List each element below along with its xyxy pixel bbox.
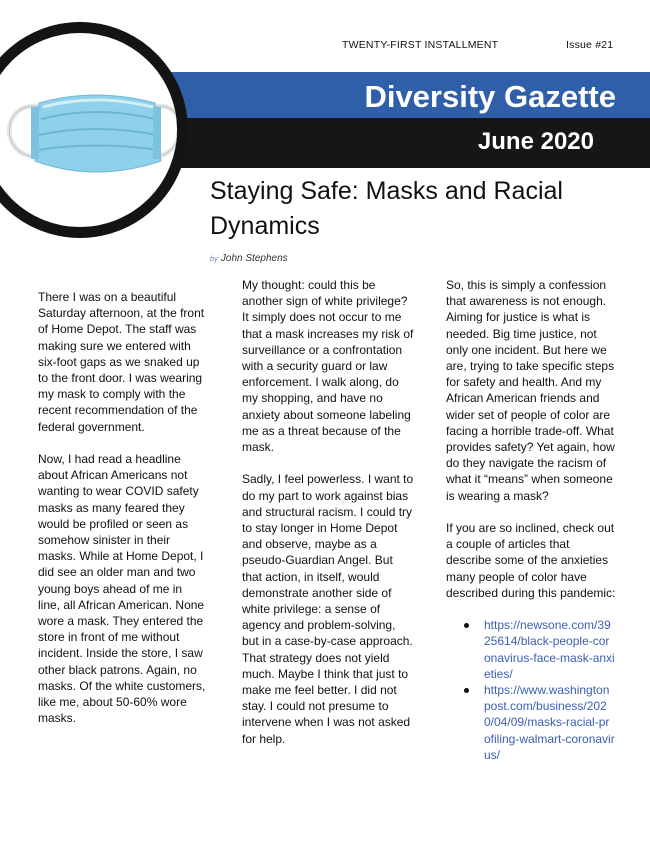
face-mask-icon (0, 33, 177, 227)
mask-image-circle (0, 22, 188, 238)
link-list (446, 617, 616, 763)
author-name: John Stephens (220, 253, 288, 264)
byline-prefix: by (210, 254, 218, 263)
article-link[interactable]: https://newsone.com/3925614/black-people-coronavirus-face-mask-anxieties/ (484, 618, 615, 681)
paragraph: So, this is simply a confession that awareness is not enough. Aiming for justice is what is needed. Big time justice, not only one incident. But here we are, trying to take specific steps for safety and health. And my African American friends and wider set of people of color are facing a horrible trade-off. What provides safety? Yet again, how do they navigate the racism of what it “means” when someone is wearing a mask? (446, 278, 615, 503)
column-2 (242, 277, 414, 763)
issue-number: Issue #21 (566, 39, 614, 51)
column-3 (446, 277, 616, 763)
paragraph: Sadly, I feel powerless. I want to do my part to work against bias and structural racism. I could try to stay longer in Home Depot and observe, maybe as a pseudo-Guardian Angel. But that action, in itself, would demonstrate another side of white privilege: a sense of agency and problem-solving, but in a case-by-case approach. That strategy does not yield much. Maybe I think that just to make me feel better. I did not stay. I could not presume to intervene when I was not asked for help. (242, 472, 414, 746)
paragraph: My thought: could this be another sign of white privilege? It simply does not occur to me that a mask increases my risk of surveillance or a confrontation with a security guard or law enforcement. I walk along, do my shopping, and have no anxiety about someone labeling me as a threat because of the mask. (242, 278, 414, 455)
paragraph: If you are so inclined, check out a couple of articles that describe some of the anxieties many people of color have described during this pandemic: (446, 521, 616, 600)
issue-date: June 2020 (477, 128, 594, 155)
list-item (464, 617, 616, 682)
paragraph: Now, I had read a headline about African Americans not wanting to wear COVID safety masks as many feared they would be profiled or seen as somehow sinister in their masks. While at Home Depot, I did see an older man and two young boys ahead of me in line, all African American. None wore a mask. They entered the store in front of me without incident. Inside the store, I saw other black patrons. Again, no masks. Of the white customers, like me, about 50-60% wore masks. (38, 452, 206, 726)
column-1 (38, 289, 206, 743)
byline (210, 253, 288, 264)
article-title: Staying Safe: Masks and Racial Dynamics (210, 177, 563, 240)
list-item (464, 682, 616, 763)
paragraph: There I was on a beautiful Saturday afternoon, at the front of Home Depot. The staff was making sure we entered with six-foot gaps as we snaked up to the front door. I was wearing my mask to comply with the recent recommendation of the federal government. (38, 290, 205, 434)
gazette-title: Diversity Gazette (364, 79, 616, 114)
article-link[interactable]: https://www.washingtonpost.com/business/2020/04/09/masks-racial-profiling-walmart-coronavirus/ (484, 683, 615, 762)
installment-label: TWENTY-FIRST INSTALLMENT (342, 39, 499, 51)
